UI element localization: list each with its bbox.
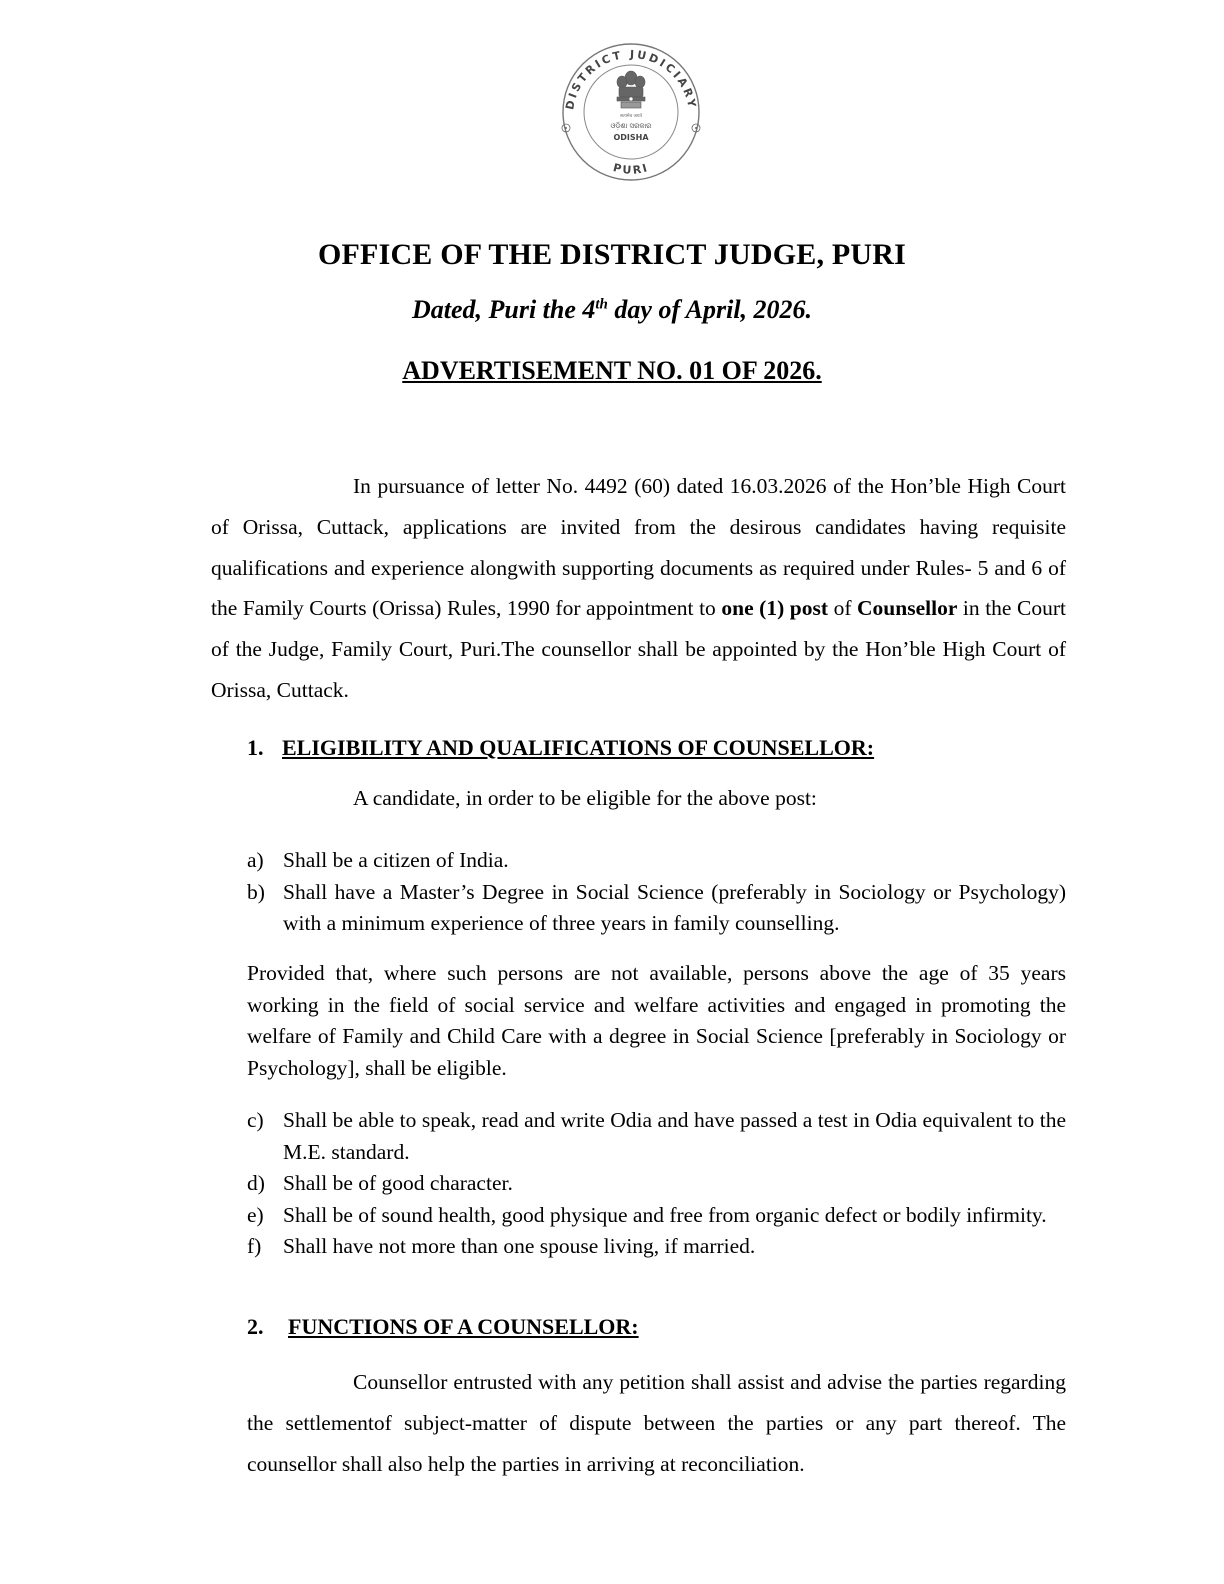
list-item [247,1168,1066,1200]
functions-text: Counsellor entrusted with any petition shall assist and advise the parties regarding the settlementof subject-matter of dispute between the parties or any part thereof. The counsellor shall also help the parties in arriving at reconciliation. [247,1370,1066,1476]
intro-text-2: of [828,596,858,621]
list-item-text: Shall have not more than one spouse living, if married. [283,1234,756,1258]
list-marker: c) [247,1108,264,1132]
list-item [247,1231,1066,1263]
seal-state-text: ODISHA [613,133,649,142]
seal-odia-text: ଓଡ଼ିଶା ସରକାର [610,122,652,130]
advertisement-number: ADVERTISEMENT NO. 01 OF 2026. [402,356,822,385]
office-title: OFFICE OF THE DISTRICT JUDGE, PURI [317,238,906,271]
list-item-text: Shall be of good character. [283,1171,513,1195]
eligibility-list-2 [247,1105,1066,1263]
list-item-text: Shall have a Master’s Degree in Social Science (preferably in Sociology or Psychology) with a minimum experience of three years in family counselling. [283,879,1066,935]
date-ordinal-suffix: th [595,296,608,313]
list-marker: a) [247,848,264,872]
post-name: Counsellor [857,596,958,621]
intro-text-1: In pursuance of letter No. 4492 (60) dated 16.03.2026 of the Hon’ble High Court of Orissa, Cuttack, applications are invited from the desirous candidates having requisite qualifications and experience alongwith supporting documents as required under Rules- 5 and 6 of the Family Courts (Orissa) Rules, 1990 for appointment to [211,474,1066,621]
date-line [0,295,1224,325]
functions-paragraph [247,1362,1066,1485]
date-suffix: day of April, 2026. [607,295,813,324]
list-item [247,1200,1066,1232]
section-1-number: 1. [247,735,264,760]
list-marker: d) [247,1171,265,1195]
post-count: one (1) post [721,596,829,621]
list-item-text: Shall be able to speak, read and write Odia and have passed a test in Odia equivalent to the M.E. standard. [283,1108,1066,1164]
list-item-text: Shall be of sound health, good physique and free from organic defect or bodily infirmity. [283,1202,1047,1227]
list-item [247,845,1066,877]
date-prefix: Dated, Puri the 4 [411,295,596,324]
section-2-number: 2. [247,1314,264,1339]
eligibility-intro: A candidate, in order to be eligible for the above post: [353,786,817,810]
seal-ring-top-text: DISTRICT JUDICIARY [563,47,699,111]
list-item [247,1105,1066,1168]
intro-text-3: in the Court of the Judge, Family Court, Puri.The counsellor shall be appointed by the Hon’ble High Court of Orissa, Cuttack. [211,596,1066,702]
lion-capital-icon [617,71,645,108]
section-1-heading [247,735,874,761]
list-marker: e) [247,1202,264,1227]
section-2-heading [247,1314,639,1340]
list-item [247,877,1066,940]
section-1-title: ELIGIBILITY AND QUALIFICATIONS OF COUNSELLOR: [282,735,875,760]
seal-emblem [551,42,711,182]
intro-paragraph [211,466,1066,711]
eligibility-list-1 [247,845,1066,940]
svg-text:PURI [612,161,651,177]
seal-ring-bottom-text: PURI [611,161,651,177]
section-2-title: FUNCTIONS OF A COUNSELLOR: [288,1314,639,1339]
proviso-paragraph: Provided that, where such persons are not available, persons above the age of 35 years working in the field of social service and welfare activities and engaged in promoting the welfare of Family and Child Care with a degree in Social Science [preferably in Sociology or Psychology], shall be eligible. [247,961,1066,1080]
district-judiciary-seal [551,42,711,182]
svg-text:सत्यमेव जयते: सत्यमेव जयते [619,114,643,119]
list-item-text: Shall be a citizen of India. [283,848,509,872]
list-marker: f) [247,1234,262,1258]
list-marker: b) [247,879,265,904]
